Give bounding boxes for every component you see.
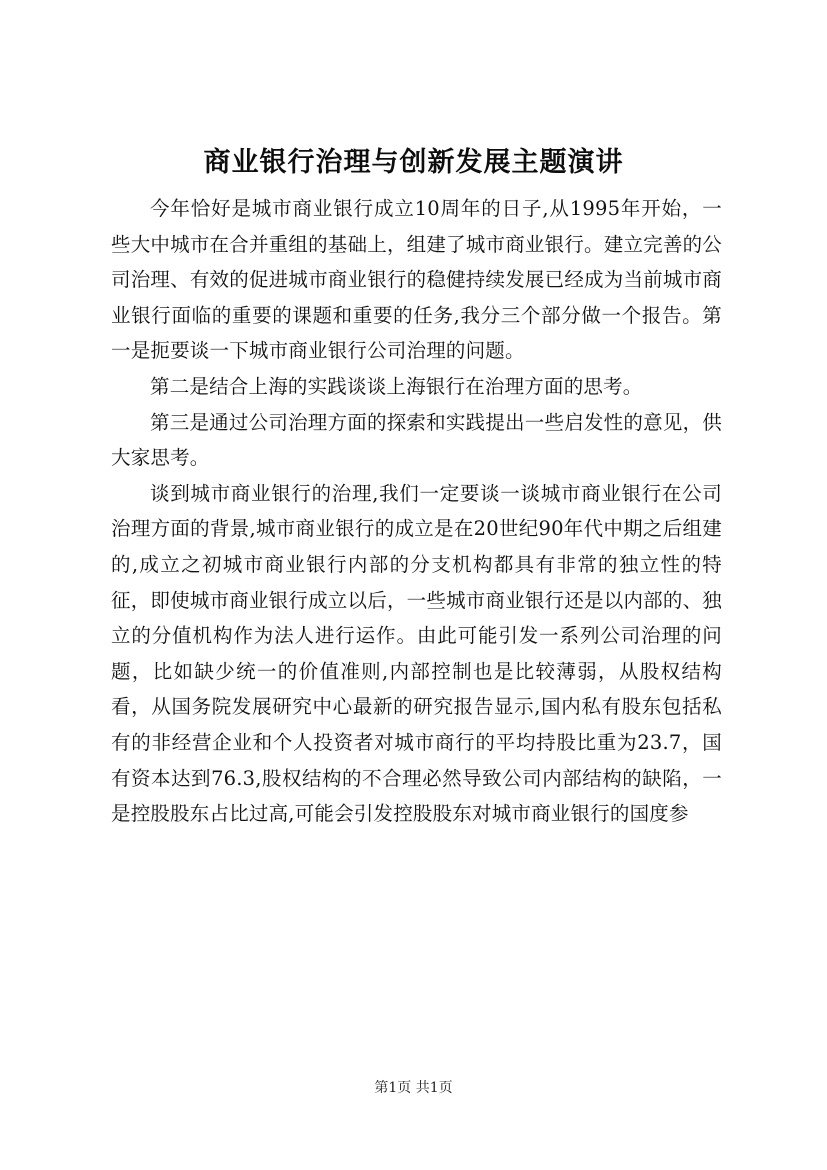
paragraph: 今年恰好是城市商业银行成立10周年的日子,从1995年开始，一些大中城市在合并重组的基础上，组建了城市商业银行。建立完善的公司治理、有效的促进城市商业银行的稳健持续发展已经成为当前城市商业银行面临的重要的课题和重要的任务,我分三个部分做一个报告。第一是扼要谈一下城市商业银行公司治理的问题。 (111, 197, 722, 363)
paragraph: 第三是通过公司治理方面的探索和实践提出一些启发性的意见，供大家思考。 (111, 410, 722, 470)
page-footer: 第1页 共1页 (374, 1080, 453, 1096)
paragraph: 第二是结合上海的实践谈谈上海银行在治理方面的思考。 (150, 374, 643, 398)
paragraph: 谈到城市商业银行的治理,我们一定要谈一谈城市商业银行在公司治理方面的背景,城市商业银行的成立是在20世纪90年代中期之后组建的,成立之初城市商业银行内部的分支机构都具有非常的独立性的特征，即使城市商业银行成立以后，一些城市商业银行还是以内部的、独立的分值机构作为法人进行运作。由此可能引发一系列公司治理的问题，比如缺少统一的价值准则,内部控制也是比较薄弱，从股权结构看，从国务院发展研究中心最新的研究报告显示,国内私有股东包括私有的非经营企业和个人投资者对城市商行的平均持股比重为23.7，国有资本达到76.3,股权结构的不合理必然导致公司内部结构的缺陷，一是控股股东占比过高,可能会引发控股股东对城市商业银行的国度参 (111, 481, 722, 826)
document-title: 商业银行治理与创新发展主题演讲 (203, 147, 624, 178)
document-body (111, 191, 722, 832)
